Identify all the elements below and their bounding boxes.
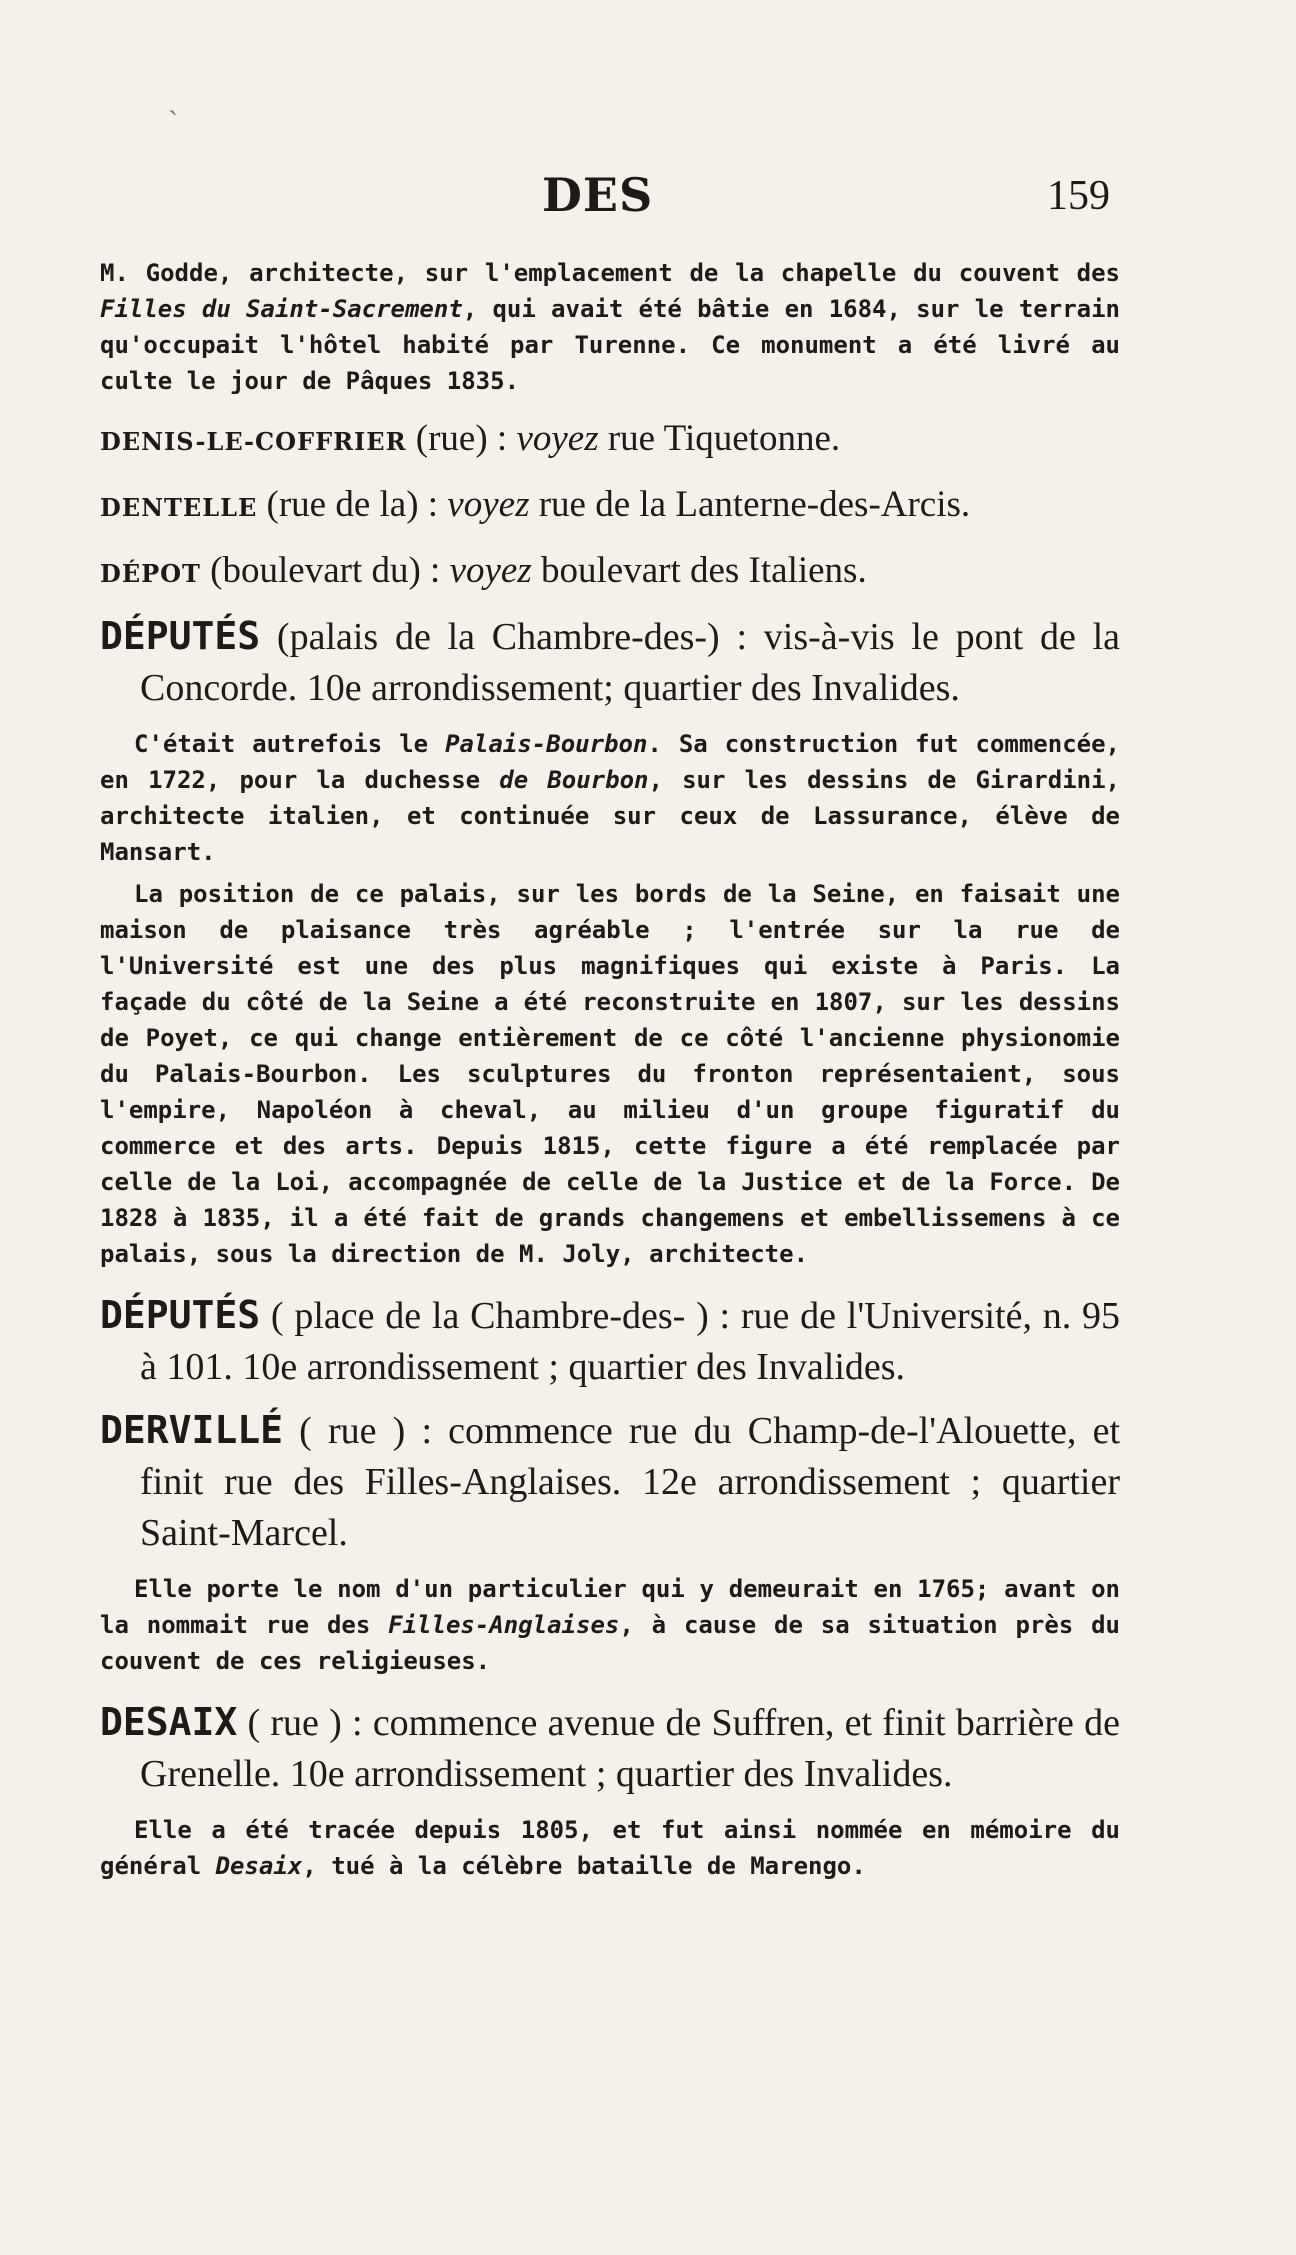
entry-text: (rue de la) :: [257, 484, 448, 525]
headword: DÉPUTÉS: [100, 1293, 261, 1337]
intro-note-italic: Filles du Saint-Sacrement: [100, 295, 463, 323]
intro-note-text-end: , qui avait été bâtie en 1684, sur le terrain qu'occupait l'hôtel habité par Turenne. Ce monument a été livré au culte le jour de Pâques 1835.: [100, 295, 1121, 395]
headword: DÉPUTÉS: [100, 614, 261, 658]
headword: DÉPOT: [100, 559, 201, 588]
entry-voyez: voyez: [449, 550, 532, 591]
entry-text: ( rue ) : commence rue du Champ-de-l'Alouette, et finit rue des Filles-Anglaises. 12e arrondissement ; quartier Saint-Marcel.: [140, 1410, 1120, 1554]
note-text: , tué à la célèbre bataille de Marengo.: [302, 1852, 866, 1880]
headword: DERVILLÉ: [100, 1408, 284, 1452]
headword: DENTELLE: [100, 493, 258, 522]
entry-deputes-palais-note-2: La position de ce palais, sur les bords de la Seine, en faisait une maison de plaisance très agréable ; l'entrée sur la rue de l'Université est une des plus magnifiques qui existe à Paris. La façade du côté de la Seine a été reconstruite en 1807, sur les dessins de Poyet, ce qui change entièrement de ce côté l'ancienne physionomie du Palais-Bourbon. Les sculptures du fronton représentaient, sous l'empire, Napoléon à cheval, au milieu d'un groupe figuratif du commerce et des arts. Depuis 1815, cette figure a été remplacée par celle de la Loi, accompagnée de celle de la Justice et de la Force. De 1828 à 1835, il a été fait de grands changemens et embellissemens à ce palais, sous la direction de M. Joly, architecte.: [100, 880, 1120, 1268]
entry-desaix: [100, 1697, 1120, 1800]
note-text: Elle a été tracée depuis 1805, et fut ainsi nommée en mémoire du général: [100, 1816, 1120, 1880]
entry-deputes-palais-note-1: [100, 726, 1120, 870]
note-italic: Palais-Bourbon: [445, 730, 648, 758]
entry-denis-le-coffrier: [100, 413, 1120, 467]
entry-text: (rue) :: [406, 418, 517, 459]
note-italic: de Bourbon: [499, 766, 649, 794]
note-text: . Sa construction fut commencée, en 1722, pour la duchesse: [100, 730, 1121, 794]
headword: DENIS-LE-COFFRIER: [100, 427, 407, 456]
note-italic: Filles-Anglaises: [388, 1611, 620, 1639]
note-text: , à cause de sa situation près du couvent de ces religieuses.: [100, 1611, 1120, 1675]
entry-text-end: rue de la Lanterne-des-Arcis.: [529, 484, 971, 525]
entry-text-end: boulevart des Italiens.: [531, 550, 867, 591]
page-header: [100, 158, 1120, 228]
entry-depot: [100, 545, 1120, 599]
entry-text: (boulevart du) :: [200, 550, 450, 591]
stray-mark: `: [168, 105, 178, 138]
note-italic: Desaix: [215, 1852, 303, 1880]
entry-text: ( rue ) : commence avenue de Suffren, et finit barrière de Grenelle. 10e arrondissement ; quartier des Invalides.: [140, 1702, 1120, 1795]
entry-deputes-palais: [100, 611, 1120, 714]
headword: DESAIX: [100, 1700, 238, 1744]
entry-deputes-place: [100, 1290, 1120, 1393]
note-text: , sur les dessins de Girardini, architecte italien, et continuée sur ceux de Lassurance, élève de Mansart.: [100, 766, 1120, 866]
entry-text-end: rue Tiquetonne.: [598, 418, 841, 459]
intro-note: [100, 255, 1120, 399]
note-text: C'était autrefois le: [134, 730, 446, 758]
entry-dervilde-note: [100, 1571, 1120, 1679]
entry-voyez: voyez: [447, 484, 530, 525]
entry-text: ( place de la Chambre-des- ) : rue de l'Université, n. 95 à 101. 10e arrondissement ; quartier des Invalides.: [140, 1295, 1120, 1388]
entry-text: (palais de la Chambre-des-) : vis-à-vis le pont de la Concorde. 10e arrondissement; quartier des Invalides.: [140, 616, 1120, 709]
entry-dentelle: [100, 479, 1120, 533]
entry-dervilde: [100, 1405, 1120, 1559]
page-number: 159: [1047, 173, 1110, 219]
entry-desaix-note: [100, 1812, 1120, 1884]
note-text: Elle porte le nom d'un particulier qui y demeurait en 1765; avant on la nommait rue des: [100, 1575, 1120, 1639]
intro-note-text: M. Godde, architecte, sur l'emplacement de la chapelle du couvent des: [100, 259, 1120, 287]
entry-voyez: voyez: [516, 418, 599, 459]
running-head: DES: [542, 168, 654, 222]
page-body: [100, 255, 1120, 1890]
